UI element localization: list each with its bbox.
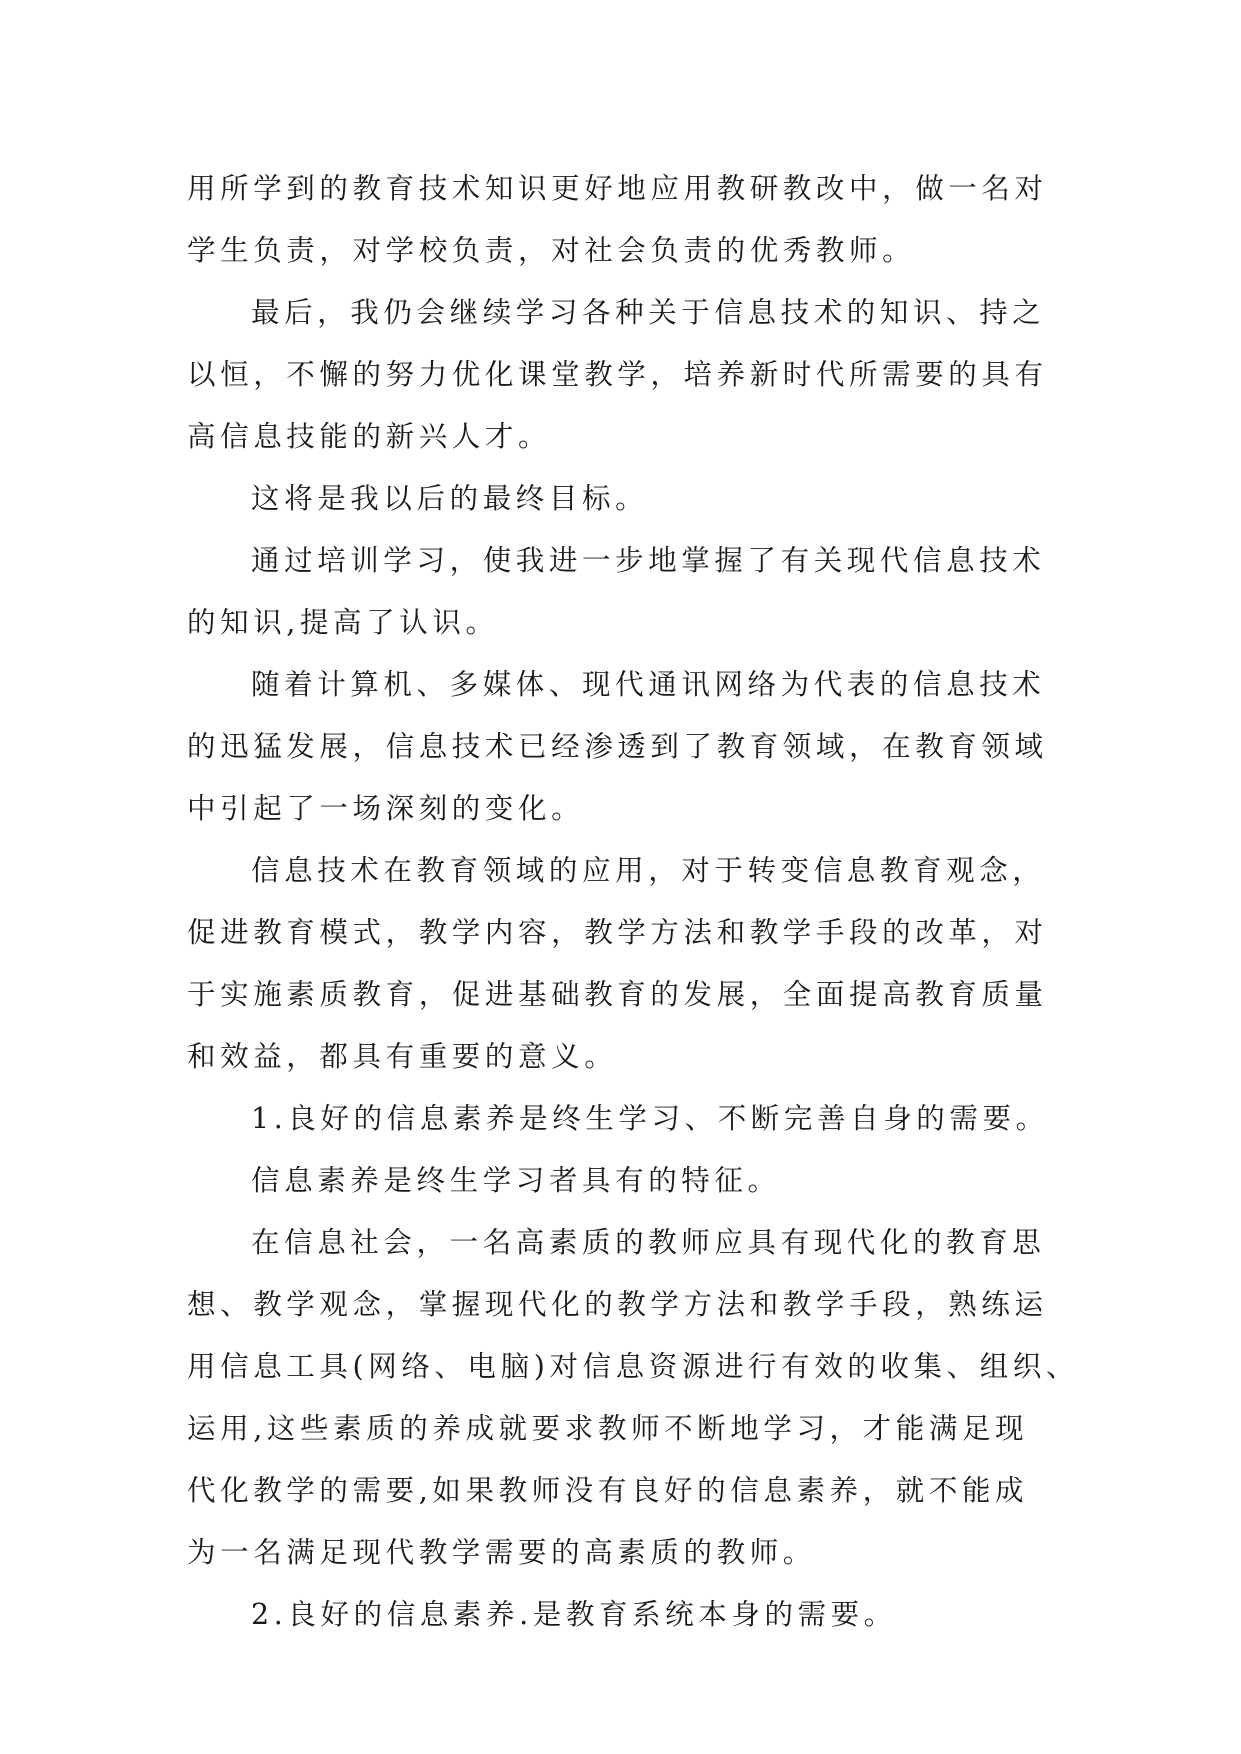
paragraph-2 <box>187 282 1067 468</box>
text-line: 通过培训学习，使我进一步地掌握了有关现代信息技术 <box>251 544 1046 577</box>
paragraph-9 <box>187 1212 1080 1584</box>
text-line: 促进教育模式，教学内容，教学方法和教学手段的改革，对 <box>187 916 1048 949</box>
text-line: 运用,这些素质的养成就要求教师不断地学习，才能满足现 <box>187 1412 1029 1445</box>
text-line: 用所学到的教育技术知识更好地应用教研教改中，做一名对 <box>187 172 1048 205</box>
text-line: 用信息工具(网络、电脑)对信息资源进行有效的收集、组织、 <box>187 1350 1080 1383</box>
text-line: 最后，我仍会继续学习各种关于信息技术的知识、持之 <box>251 296 1046 329</box>
text-line: 在信息社会，一名高素质的教师应具有现代化的教育思 <box>251 1226 1046 1259</box>
paragraph-1 <box>187 158 1067 282</box>
text-line: 为一名满足现代教学需要的高素质的教师。 <box>187 1536 816 1569</box>
text-line: 和效益，都具有重要的意义。 <box>187 1040 618 1073</box>
text-line: 学生负责，对学校负责，对社会负责的优秀教师。 <box>187 234 916 267</box>
text-line: 信息素养是终生学习者具有的特征。 <box>251 1164 781 1197</box>
paragraph-4 <box>187 530 1067 654</box>
paragraph-10 <box>187 1584 1067 1646</box>
paragraph-7 <box>187 1088 1067 1150</box>
paragraph-6 <box>187 840 1067 1088</box>
text-line: 代化教学的需要,如果教师没有良好的信息素养，就不能成 <box>187 1474 1029 1507</box>
paragraph-8 <box>187 1150 1067 1212</box>
text-line: 想、教学观念，掌握现代化的教学方法和教学手段，熟练运 <box>187 1288 1048 1321</box>
paragraph-3 <box>187 468 1067 530</box>
text-line: 2.良好的信息素养.是教育系统本身的需要。 <box>251 1598 897 1631</box>
document-body <box>187 158 1080 1646</box>
text-line: 于实施素质教育，促进基础教育的发展，全面提高教育质量 <box>187 978 1048 1011</box>
text-line: 高信息技能的新兴人才。 <box>187 420 552 453</box>
text-line: 的知识,提高了认识。 <box>187 606 499 639</box>
paragraph-5 <box>187 654 1067 840</box>
text-line: 这将是我以后的最终目标。 <box>251 482 649 515</box>
text-line: 以恒，不懈的努力优化课堂教学，培养新时代所需要的具有 <box>187 358 1048 391</box>
text-line: 中引起了一场深刻的变化。 <box>187 792 585 825</box>
text-line: 信息技术在教育领域的应用，对于转变信息教育观念， <box>251 854 1046 887</box>
text-line: 的迅猛发展，信息技术已经渗透到了教育领域，在教育领域 <box>187 730 1048 763</box>
text-line: 随着计算机、多媒体、现代通讯网络为代表的信息技术 <box>251 668 1046 701</box>
text-line: 1.良好的信息素养是终生学习、不断完善自身的需要。 <box>251 1102 1049 1135</box>
